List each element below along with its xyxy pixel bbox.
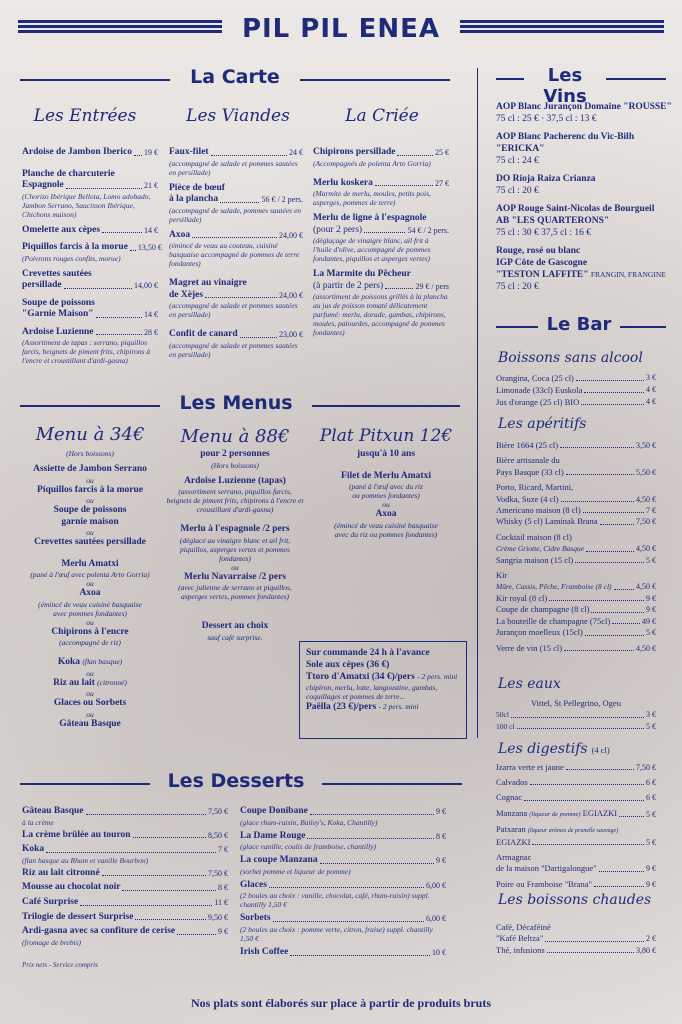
digestifs-heading-extra: (4 cl)	[591, 745, 610, 755]
menu88-line: Ardoise Luzienne (tapas)	[184, 475, 286, 486]
list-item: DO Rioja Raiza Crianza	[496, 174, 596, 184]
vins-heading: Les Vins	[543, 65, 587, 107]
list-item: Irish Coffee 10 €	[240, 946, 446, 957]
desserts-heading: Les Desserts	[167, 770, 305, 792]
list-item: La Marmite du Pêcheur	[313, 269, 411, 279]
list-item: Calvados 6 €	[496, 777, 656, 788]
list-item: Ardoise de Jambon Iberico 19 €	[22, 147, 158, 157]
list-item: Cocktail maison (8 cl)	[496, 531, 572, 542]
list-item: AOP Blanc Pacherenc du Vic-Bilh	[496, 132, 635, 142]
list-item: Sorbets 6,00 €	[240, 913, 446, 924]
list-item: Faux-filet 24 €	[169, 147, 303, 157]
menu34-line: Piquillos farcis à la morue	[37, 484, 143, 495]
footer-note: Nos plats sont élaborés sur place à partir de produits bruts	[190, 996, 492, 1010]
sans-alcool-heading: Boissons sans alcool	[498, 350, 643, 366]
entrees-list: Ardoise de Jambon Iberico 19 € Planche de charcuterie Espagnole 21 € (Chorizo Ibérique Bellota, Lomo adobado, Jambon Serrano, Saucisson Ibérique, Chichons maison) Omelette aux cèpes 14 € Piquillos farcis à la morue 13,50 € (Poivrons rouges confits, morue) Crevettes sautées persillade 14,00 € Soupe de poissons "Garnie Maison" 14 € Ardoise Luzienne 28 € (Assortiment de tapas : serrano, piquillos farcis, beignets de piment frits, chipirons à l'encre et croustillant d'ardi-gasna)	[22, 147, 162, 365]
list-item: Izarra verte et jaune 7,50 €	[496, 762, 656, 772]
list-item: Patxaran (liqueur arômes de prunelle sauvage)	[496, 823, 619, 834]
price-note: Prix nets - Service compris	[22, 960, 98, 969]
list-item: Omelette aux cèpes 14 €	[22, 224, 158, 235]
menu34-line: Chipirons à l'encre	[51, 626, 129, 637]
list-item: Chipirons persillade 25 €	[313, 147, 449, 157]
list-item: Koka 7 €	[22, 844, 228, 855]
menu34-heading: Menu à 34€	[35, 424, 145, 445]
list-item: Poire ou Framboise "Brana" 9 €	[496, 878, 656, 889]
list-item: La crème brûlée au touron 8,50 €	[22, 829, 228, 840]
menu34-line: Crevettes sautées persillade	[34, 537, 146, 547]
list-item: Cognac 6 €	[496, 792, 656, 803]
list-item: Kir royal (8 cl) 9 €	[496, 592, 656, 603]
menu34-line: Merlu Amatxi	[61, 558, 119, 569]
list-item: Bière 1664 (25 cl) 3,50 €	[496, 440, 656, 450]
list-item: Trilogie de dessert Surprise 9,50 €	[22, 911, 228, 922]
list-item: La Dame Rouge 8 €	[240, 830, 446, 841]
list-item: Gâteau Basque 7,50 €	[22, 806, 228, 816]
menu88-line: Merlu Navarraise /2 pers	[183, 571, 287, 582]
restaurant-name: PIL PIL ENEA	[241, 14, 441, 44]
list-item: Americano maison (8 cl) 7 €	[496, 505, 656, 516]
list-item: Soupe de poissons	[22, 297, 95, 308]
criee-heading: La Criée	[345, 106, 419, 126]
menu88-heading: Menu à 88€	[180, 426, 290, 447]
digestifs-list: Izarra verte et jaune 7,50 € Calvados 6 € Cognac 6 € Manzana (liqueur de pomme) EGIAZKI 5 € Patxaran (liqueur arômes de prunelle sauvage) EGIAZKI 5 € Armagnac de la maison "Dartigalongue" 9 € Poire ou Framboise "Brana" 9 €	[496, 762, 656, 889]
list-item: 100 cl 5 €	[496, 721, 656, 731]
menus-rule-right	[312, 405, 460, 407]
aperitifs-list: Bière 1664 (25 cl) 3,50 € Bière artisanale du Pays Basque (33 cl) 5,50 € Porto, Ricard, Martini, Vodka, Suze (4 cl) 4,50 € Americano maison (8 cl) 7 € Whisky (5 cl) Laminak Brana 7,50 € Cocktail maison (8 cl) Crème Griotte, Cidre Basque 4,50 € Sangria maison (15 cl) 5 € Kir Mûre, Cassis, Pêche, Framboise (8 cl) 4,50 € Kir royal (8 cl) 9 € Coupe de champagne (8 cl) 9 € La bouteille de champagne (75cl) 49 € Jurançon moelleux (15cl) 5 € Verre de vin (15 cl) 4,50 €	[496, 440, 656, 653]
header-stripes-left	[18, 20, 222, 34]
bar-rule-left	[496, 326, 538, 328]
list-item: Café, Décaféiné	[496, 922, 551, 932]
list-item: Café Surprise 11 €	[22, 896, 228, 907]
list-item: Glaces 6,00 €	[240, 879, 446, 890]
list-item: Whisky (5 cl) Laminak Brana 7,50 €	[496, 516, 656, 527]
vertical-divider	[477, 68, 478, 738]
header-stripes-right	[460, 20, 664, 34]
menu88-line: Merlu à l'espagnole /2 pers	[180, 524, 290, 534]
list-item: AOP Rouge Saint-Nicolas de Bourgueil	[496, 204, 655, 214]
vins-rule-right	[606, 78, 666, 80]
list-item: Axoa 24,00 €	[169, 229, 303, 240]
sans-alcool-list	[496, 372, 656, 408]
list-item: Bière artisanale du	[496, 455, 560, 466]
list-item: Ardi-gasna avec sa confiture de cerise 9 €	[22, 926, 228, 937]
list-item: Riz au lait citronné 7,50 €	[22, 867, 228, 878]
menu34-line: Soupe de poissons	[53, 505, 127, 515]
list-item: Crevettes sautées	[22, 268, 92, 279]
viandes-heading: Les Viandes	[186, 106, 290, 126]
desserts-rule-right	[322, 783, 462, 785]
list-item: Armagnac	[496, 852, 532, 863]
list-item: Planche de charcuterie	[22, 168, 115, 179]
list-item: 50cl 3 €	[496, 710, 656, 720]
list-item: Jurançon moelleux (15cl) 5 €	[496, 627, 656, 638]
criee-list: Chipirons persillade 25 € (Accompagnés de polenta Arto Gorria) Merlu koskera 27 € (Marmite de merlu, moules, petits pois, asperges, pommes de terre) Merlu de ligne à l'espagnole (pour 2 pers) 54 € / 2 pers. (déglaçage de vinaigre blanc, ail frit à l'huile d'olive, accompagné de pommes fondantes, piquillos et asperges vertes) La Marmite du Pêcheur (à partir de 2 pers) 29 € / pers (assortiment de poissons grillés à la plancha au jus de poisson tomaté délicatement parfumé: merlu, dorade, gambas, chipirons, moules, palourdes, accompagné de pommes fondantes)	[313, 147, 449, 337]
entrees-heading: Les Entrées	[33, 106, 137, 126]
list-item: Merlu koskera 27 €	[313, 177, 449, 188]
list-item: Ardoise Luzienne 28 €	[22, 326, 158, 337]
list-item: Piquillos farcis à la morue 13,50 €	[22, 242, 162, 252]
list-item: Merlu de ligne à l'espagnole	[313, 213, 427, 223]
list-item: Magret au vinaigre	[169, 278, 247, 288]
carte-rule-left	[20, 79, 170, 81]
menu34-content: (Hors boissons) Assiette de Jambon Serrano ou Piquillos farcis à la morue ou Soupe de poissons garnie maison ou Crevettes sautées persillade Merlu Amatxi (pané à l'œuf avec polenta Arto Gorria) ou Axoa (émincé de veau cuisiné basquaise avec pommes fondantes) ou Chipirons à l'encre (accompagné de riz) Koka (flan basque) ou Riz au lait (citronné) ou Glaces ou Sorbets ou Gâteau Basque	[20, 449, 160, 730]
list-item: La coupe Manzana 9 €	[240, 855, 446, 866]
list-item: Manzana (liqueur de pomme) EGIAZKI 5 €	[496, 807, 656, 819]
list-item: Verre de vin (15 cl) 4,50 €	[496, 642, 656, 653]
carte-rule-right	[300, 79, 450, 81]
list-item: Pièce de bœuf	[169, 182, 225, 193]
pitxun-heading: Plat Pitxun 12€	[319, 426, 453, 446]
list-item: Confit de canard 23,00 €	[169, 329, 303, 339]
list-item: Rouge, rosé ou blanc	[496, 246, 581, 256]
list-item: Jus d'orange (25 cl) BIO 4 €	[496, 397, 656, 407]
vins-rule-left	[496, 78, 524, 80]
bar-rule-right	[620, 326, 666, 328]
menu34-line: Assiette de Jambon Serrano	[33, 464, 147, 474]
menus-heading: Les Menus	[179, 392, 293, 414]
carte-heading: La Carte	[190, 66, 280, 88]
list-item: Coupe de champagne (8 cl) 9 €	[496, 604, 656, 615]
list-item: La bouteille de champagne (75cl) 49 €	[496, 615, 656, 626]
digestifs-heading: Les digestifs	[498, 741, 588, 757]
bar-heading: Le Bar	[546, 314, 612, 335]
aperitifs-heading: Les apéritifs	[498, 416, 587, 432]
list-item: Orangina, Coca (25 cl) 3 €	[496, 373, 656, 383]
eaux-list: Vittel, St Pellegrino, Ogeu 50cl 3 € 100 cl 5 €	[496, 698, 656, 731]
pitxun-content: jusqu'à 10 ans Filet de Merlu Amatxi (pané à l'œuf avec du riz ou pommes fondantes) ou Axoa (émincé de veau cuisiné basquaise avec du riz ou pommes fondantes)	[334, 449, 438, 539]
digestifs-heading-wrap	[498, 740, 678, 758]
desserts-left-list: Gâteau Basque 7,50 € à la crème La crème brûlée au touron 8,50 € Koka 7 € (flan basque au Rhum et vanille Bourbon) Riz au lait citronné 7,50 € Mousse au chocolat noir 8 € Café Surprise 11 € Trilogie de dessert Surprise 9,50 € Ardi-gasna avec sa confiture de cerise 9 € (fromage de brebis) Prix nets - Service compris	[22, 806, 228, 969]
list-item: Kir	[496, 570, 508, 581]
chaudes-list: Café, Décaféiné "Kafé Beltza" 2 € Thé, infusions 3,80 €	[496, 922, 656, 955]
eaux-heading: Les eaux	[498, 676, 561, 692]
list-item: Limonade (33cl) Euskola 4 €	[496, 385, 656, 395]
vins-list: AOP Blanc Jurançon Domaine "ROUSSE" 75 cl : 25 € · 37,5 cl : 13 € AOP Blanc Pacherenc du Vic-Bilh "ERICKA" 75 cl : 24 € DO Rioja Raiza Crianza 75 cl : 20 € AOP Rouge Saint-Nicolas de Bourgueil AB "LES QUARTERONS" 75 cl : 30 € 37,5 cl : 16 € Rouge, rosé ou blanc IGP Côte de Gascogne "TESTON LAFFITE" FRANGIN, FRANGINE 75 cl : 20 €	[496, 102, 672, 292]
list-item: Mousse au chocolat noir 8 €	[22, 882, 228, 893]
menu34-line: Axoa	[79, 588, 101, 598]
list-item: Sangria maison (15 cl) 5 €	[496, 554, 656, 565]
list-item: Coupe Donibane 9 €	[240, 806, 446, 816]
viandes-list: Faux-filet 24 € (accompagné de salade et pommes sautées en persillade) Pièce de bœuf à la plancha 56 € / 2 pers. (accompagné de salade, pommes sautées en persillade) Axoa 24,00 € (émincé de veau au couteau, cuisiné basquaise accompagné de pommes de terre fondantes) Magret au vinaigre de Xèjes 24,00 € (accompagné de salade et pommes sautées en persillade) Confit de canard 23,00 € (accompagné de salade et pommes sautées en persillade)	[169, 147, 303, 359]
list-item: Thé, infusions 3,80 €	[496, 944, 656, 955]
menus-rule-left	[20, 405, 160, 407]
special-order-box: Sur commande 24 h à l'avance Sole aux cèpes (36 €) Ttoro d'Amatxi (34 €)/pers - 2 pers. mini chipiron, merlu, lotte, langoustine, gambas, coquillages et pommes de terre... Paëlla (23 €)/pers - 2 pers. mini	[299, 641, 467, 739]
chaudes-heading: Les boissons chaudes	[498, 892, 652, 908]
list-item: AOP Blanc Jurançon Domaine "ROUSSE"	[496, 102, 672, 112]
desserts-rule-left	[20, 783, 150, 785]
desserts-right-list: Coupe Donibane 9 € (glace rhum-raisin, Bailey's, Koka, Chantilly) La Dame Rouge 8 € (glace vanille, coulis de framboise, chantilly) La coupe Manzana 9 € (sorbet pomme et liqueur de pomme) Glaces 6,00 € (2 boules au choix : vanille, chocolat, café, rhum-raisin) suppl. chantilly 1,50 € Sorbets 6,00 € (2 boules au choix : pomme verte, citron, fraise) suppl. chantilly 1,50 € Irish Coffee 10 €	[240, 806, 446, 957]
menu88-content: pour 2 personnes (Hors boissons) Ardoise Luzienne (tapas) (assortiment serrano, piquillos farcis, beignets de piment frits, chipirons à l'encre et croustillant d'ardi-gasna) Merlu à l'espagnole /2 pers (déglacé au vinaigre blanc et ail frit, piquillos, asperges vertes et pommes fondantes) ou Merlu Navarraise /2 pers (avec julienne de serrano et piquillos, asperges vertes, pommes fondantes) Dessert au choix sauf café surprise.	[166, 449, 304, 642]
list-item: Porto, Ricard, Martini,	[496, 482, 574, 493]
